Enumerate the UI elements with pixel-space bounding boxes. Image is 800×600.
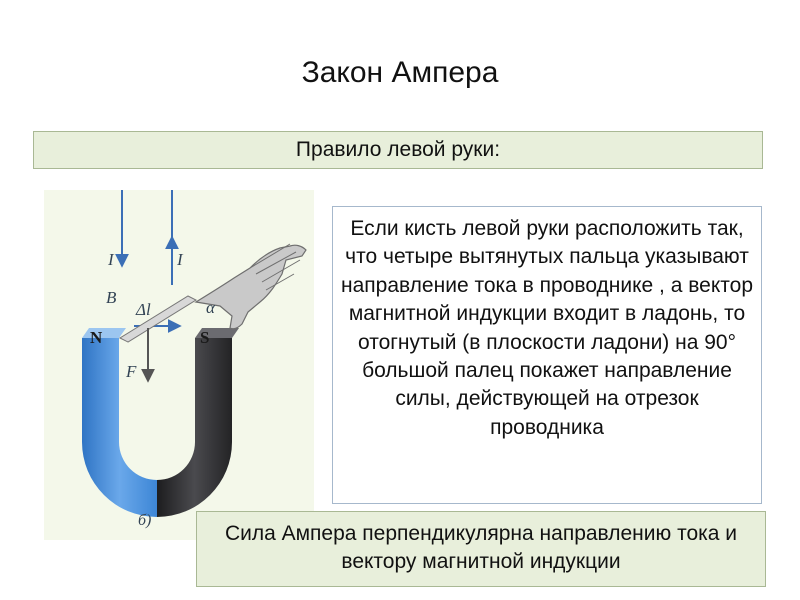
horseshoe-magnet-figure xyxy=(44,190,314,540)
magnet-north-half xyxy=(82,338,157,517)
north-pole-label: N xyxy=(90,328,103,347)
conductor-segment xyxy=(120,296,196,342)
induction-label: B xyxy=(106,288,117,307)
angle-label: α xyxy=(206,298,215,317)
force-label: F xyxy=(126,362,137,381)
rule-description xyxy=(332,206,762,504)
south-pole-label: S xyxy=(200,328,210,347)
conclusion-box: Сила Ампера перпендикулярна направлению тока и вектору магнитной индукции xyxy=(196,511,766,587)
rule-description-text: Если кисть левой руки расположить так, что четыре вытянутых пальца указывают направление тока в проводнике , а вектор магнитной индукции входит в ладонь, то отогнутый (в плоскости ладони) на 90° большой палец покажет направление силы, действующей на отрезок проводника xyxy=(341,217,754,439)
north-pole-top xyxy=(82,328,126,338)
magnet-illustration xyxy=(44,190,314,540)
segment-label: Δl xyxy=(136,300,151,319)
current-down-label: I xyxy=(108,250,114,269)
figure-caption: б) xyxy=(138,512,152,529)
current-up-label: I xyxy=(177,250,183,269)
slide-title: Закон Ампера xyxy=(301,56,499,89)
rule-banner: Правило левой руки: xyxy=(33,131,763,169)
magnet-south-half xyxy=(157,338,232,517)
